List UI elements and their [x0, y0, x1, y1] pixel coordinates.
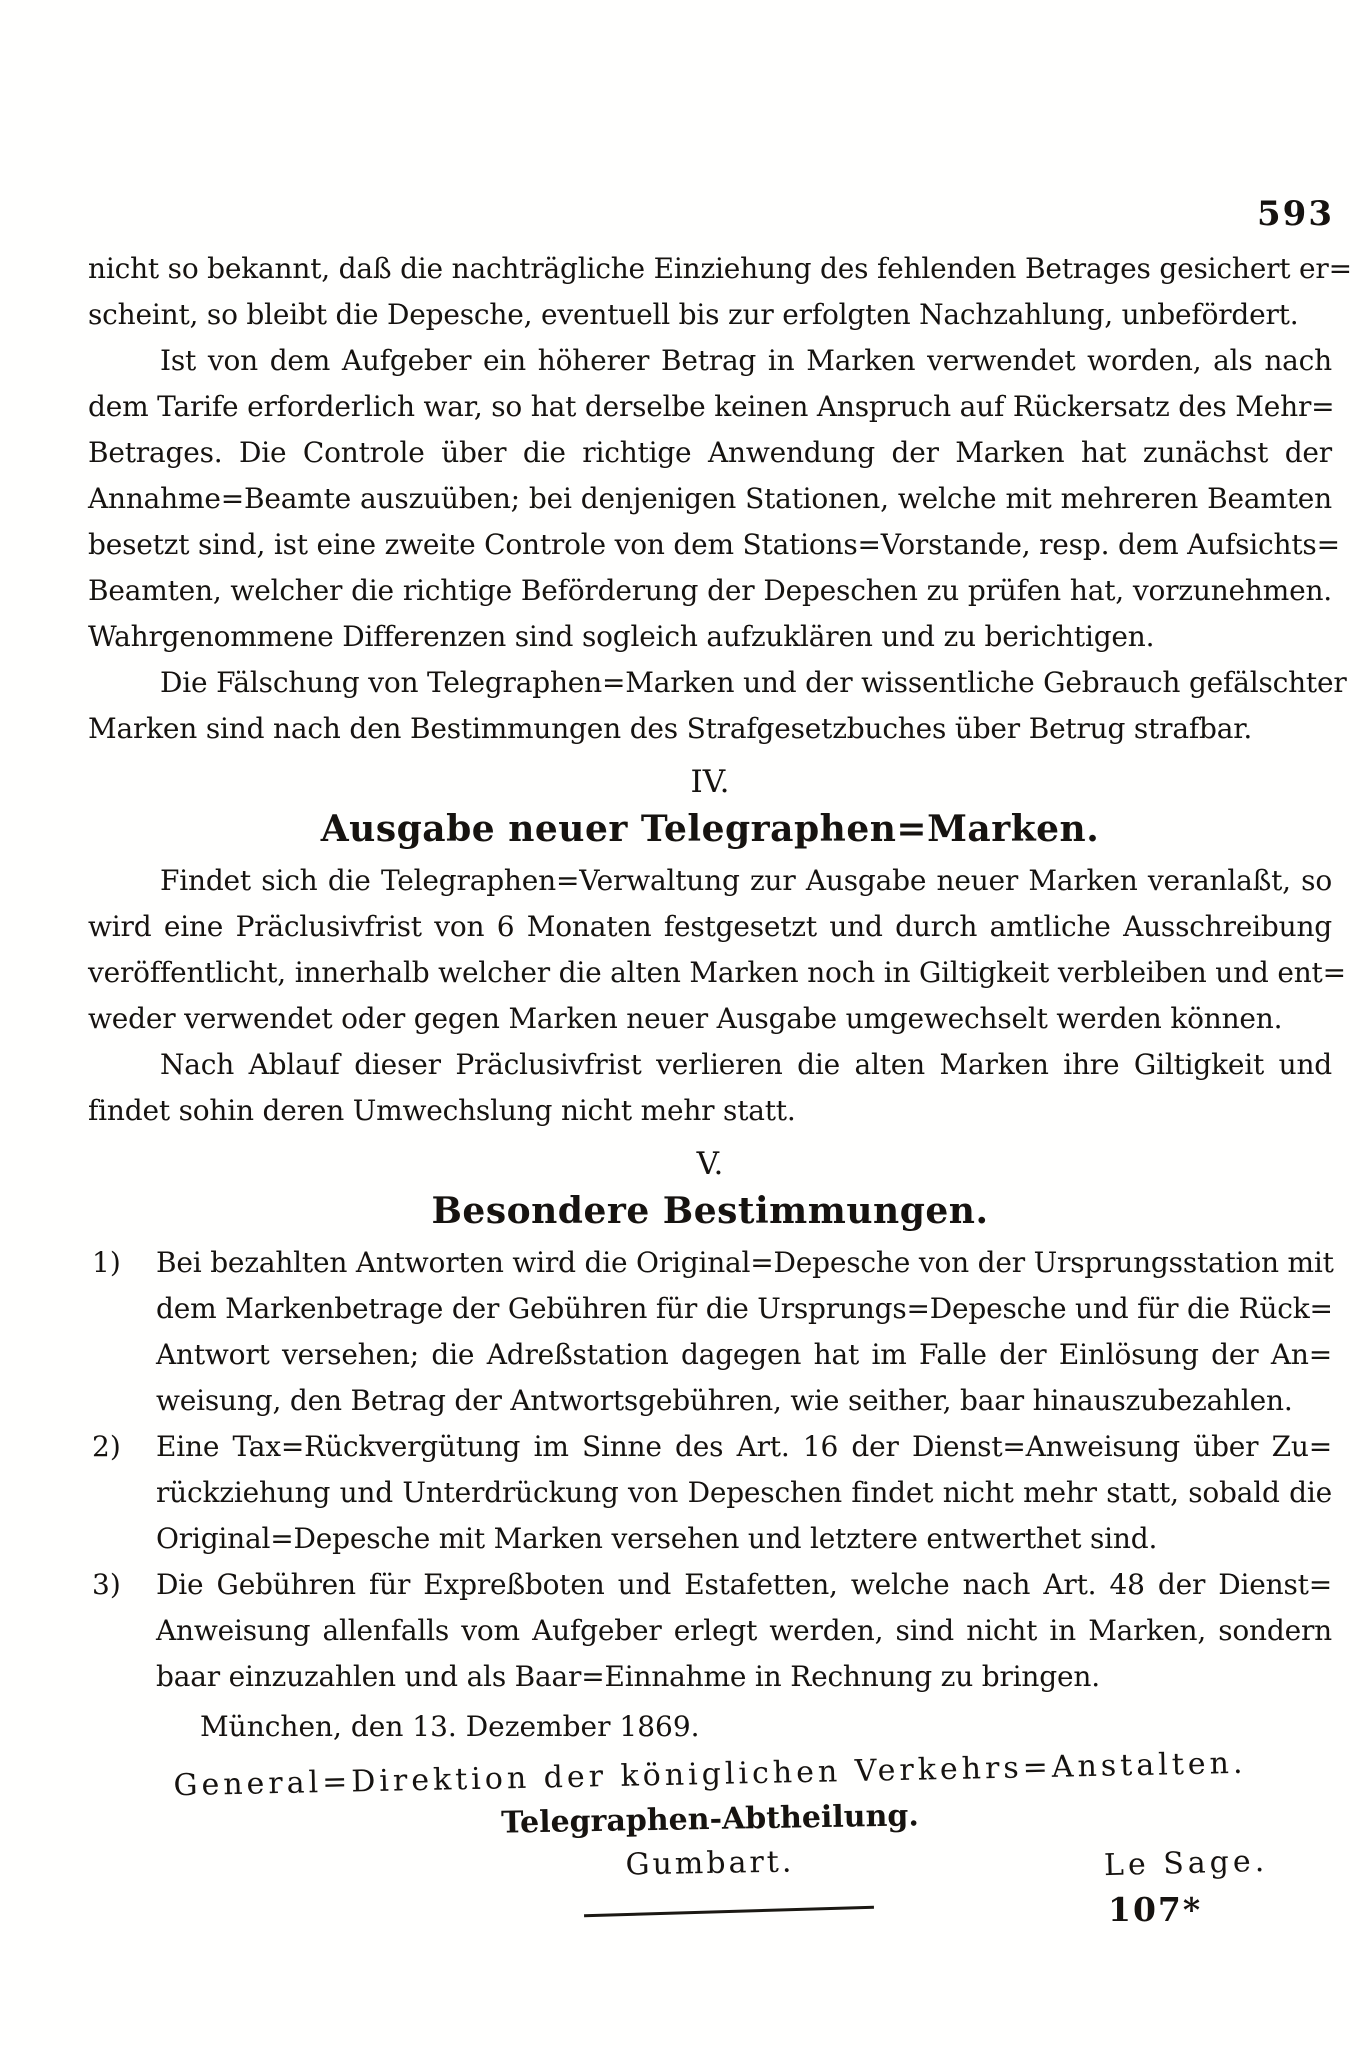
section-numeral: IV. [690, 764, 730, 800]
text-line: findet sohin deren Umwechslung nicht mehr statt. [88, 1094, 796, 1127]
signature-name: Gumbart. [625, 1844, 795, 1883]
text-line: Original=Depesche mit Marken versehen und letztere entwerthet sind. [156, 1522, 1158, 1555]
text-line: Die Gebühren für Expreßboten und Estafetten, welche nach Art. 48 der Dienst= [156, 1568, 1332, 1601]
text-line: veröffentlicht, innerhalb welcher die alten Marken noch in Giltigkeit verbleiben und ent= [88, 956, 1346, 989]
paragraph [88, 660, 1347, 752]
text-line: besetzt sind, ist eine zweite Controle von dem Stations=Vorstande, resp. dem Aufsichts= [88, 528, 1340, 561]
paragraph [88, 338, 1340, 660]
page-number: 593 [1257, 194, 1334, 234]
list-item-number: 1) [92, 1246, 121, 1279]
countersignature-name: Le Sage. [1103, 1843, 1269, 1884]
dateline: München, den 13. Dezember 1869. [200, 1710, 700, 1743]
text-line: Antwort versehen; die Adreßstation dagegen hat im Falle der Einlösung der An= [156, 1338, 1332, 1371]
text-line: Beamten, welcher die richtige Beförderung der Depeschen zu prüfen hat, vorzunehmen. [88, 574, 1332, 607]
list-item-number: 3) [92, 1568, 121, 1601]
section-heading: Ausgabe neuer Telegraphen=Marken. [320, 808, 1100, 850]
text-line: baar einzuzahlen und als Baar=Einnahme in Rechnung zu bringen. [156, 1660, 1100, 1693]
signature-institution: General=Direktion der königlichen Verkehrs=Anstalten. [173, 1745, 1247, 1804]
text-line: scheint, so bleibt die Depesche, eventuell bis zur erfolgten Nachzahlung, unbefördert. [88, 298, 1299, 331]
text-line: Die Fälschung von Telegraphen=Marken und der wissentliche Gebrauch gefälschter [160, 666, 1347, 699]
text-line: Betrages. Die Controle über die richtige Anwendung der Marken hat zunächst der [88, 436, 1332, 469]
list-item-number: 2) [92, 1430, 121, 1463]
text-line: dem Tarife erforderlich war, so hat derselbe keinen Anspruch auf Rückersatz des Mehr= [88, 390, 1335, 423]
text-line: Eine Tax=Rückvergütung im Sinne des Art. 16 der Dienst=Anweisung über Zu= [156, 1430, 1332, 1463]
text-line: Ist von dem Aufgeber ein höherer Betrag in Marken verwendet worden, als nach [160, 344, 1332, 377]
divider-rule [584, 1906, 874, 1918]
list-item [88, 1562, 1332, 1700]
paragraph [88, 246, 1352, 338]
text-line: Nach Ablauf dieser Präclusivfrist verlieren die alten Marken ihre Giltigkeit und [160, 1048, 1332, 1081]
text-line: weder verwendet oder gegen Marken neuer Ausgabe umgewechselt werden können. [88, 1002, 1283, 1035]
paragraph [88, 1042, 1332, 1134]
text-line: Marken sind nach den Bestimmungen des Strafgesetzbuches über Betrug strafbar. [88, 712, 1253, 745]
list-item-text [156, 1240, 1332, 1424]
text-line: weisung, den Betrag der Antwortsgebühren, wie seither, baar hinauszubezahlen. [156, 1384, 1293, 1417]
text-line: Annahme=Beamte auszuüben; bei denjenigen Stationen, welche mit mehreren Beamten [88, 482, 1332, 515]
section-heading: Besondere Bestimmungen. [431, 1190, 989, 1232]
document-text-block [88, 246, 1352, 1913]
list-item [88, 1424, 1332, 1562]
text-line: Findet sich die Telegraphen=Verwaltung zur Ausgabe neuer Marken veranlaßt, so [160, 864, 1332, 897]
sheet-signature-mark: 107* [1108, 1890, 1203, 1929]
text-line: dem Markenbetrage der Gebühren für die Ursprungs=Depesche und für die Rück= [156, 1292, 1333, 1325]
text-line: Anweisung allenfalls vom Aufgeber erlegt werden, sind nicht in Marken, sondern [156, 1614, 1332, 1647]
paragraph [88, 858, 1346, 1042]
text-line: nicht so bekannt, daß die nachträgliche Einziehung des fehlenden Betrages gesichert er= [88, 252, 1352, 285]
text-line: Bei bezahlten Antworten wird die Original=Depesche von der Ursprungsstation mit [156, 1246, 1334, 1279]
text-line: wird eine Präclusivfrist von 6 Monaten festgesetzt und durch amtliche Ausschreibung [88, 910, 1332, 943]
list-item-text [156, 1562, 1332, 1700]
text-line: rückziehung und Unterdrückung von Depeschen findet nicht mehr statt, sobald die [156, 1476, 1332, 1509]
list-item-text [156, 1424, 1332, 1562]
text-line: Wahrgenommene Differenzen sind sogleich aufzuklären und zu berichtigen. [88, 620, 1155, 653]
signature-department: Telegraphen-Abtheilung. [500, 1798, 920, 1841]
list-item [88, 1240, 1332, 1424]
section-numeral: V. [696, 1146, 724, 1182]
